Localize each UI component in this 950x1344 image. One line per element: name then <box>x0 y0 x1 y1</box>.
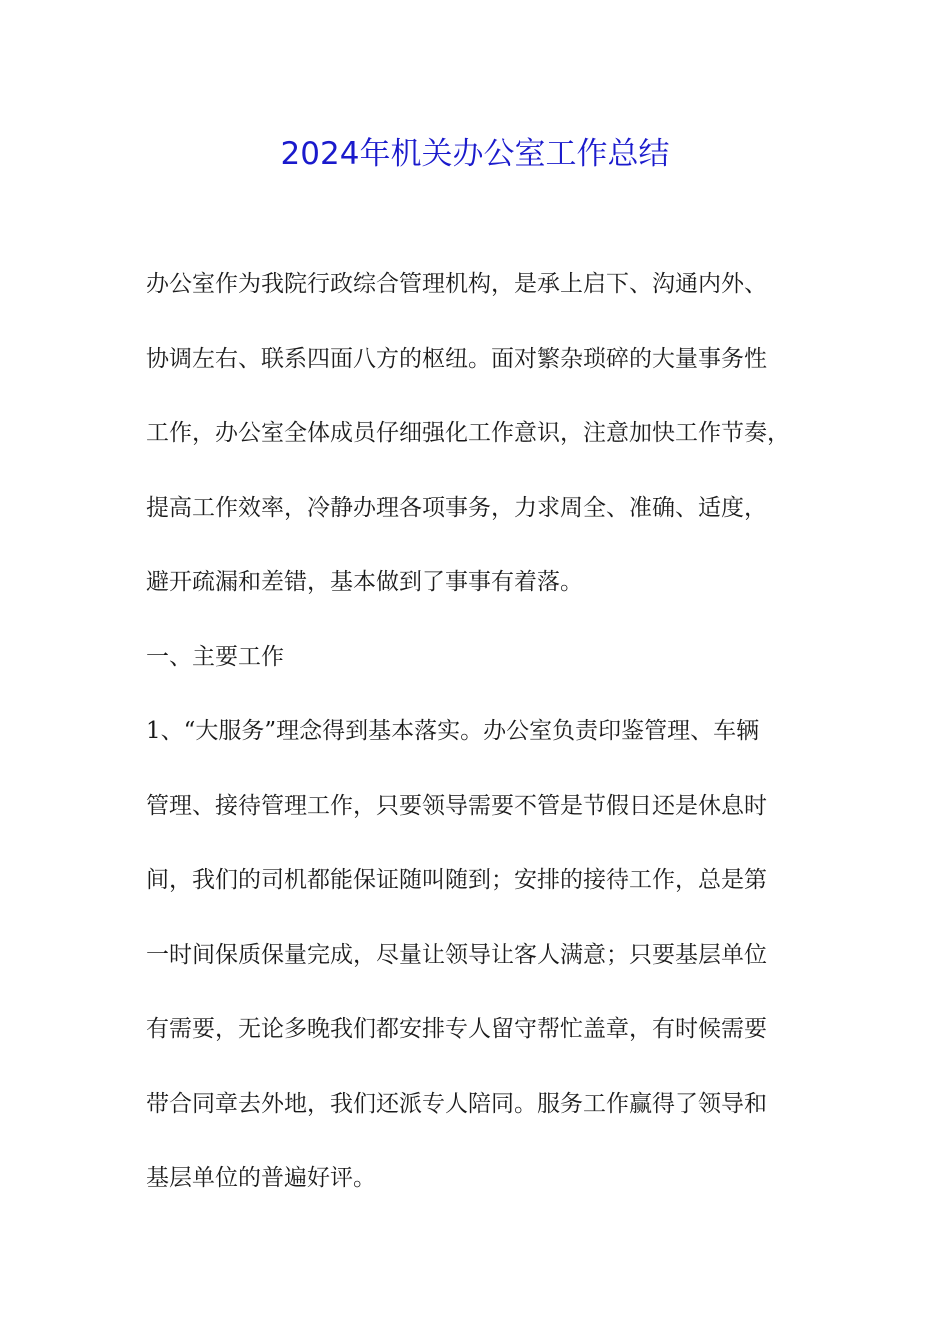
body-line: 间，我们的司机都能保证随叫随到；安排的接待工作，总是第 <box>146 867 767 893</box>
body-line: 基层单位的普遍好评。 <box>146 1165 376 1191</box>
body-line: 一时间保质保量完成，尽量让领导让客人满意；只要基层单位 <box>146 942 767 968</box>
body-line: 办公室作为我院行政综合管理机构，是承上启下、沟通内外、 <box>146 271 767 297</box>
body-line: 避开疏漏和差错，基本做到了事事有着落。 <box>146 569 583 595</box>
body-line: 1、“大服务”理念得到基本落实。办公室负责印鉴管理、车辆 <box>146 718 760 744</box>
body-line: 协调左右、联系四面八方的枢纽。面对繁杂琐碎的大量事务性 <box>146 346 767 372</box>
section-heading: 一、主要工作 <box>146 644 284 670</box>
body-line: 提高工作效率，冷静办理各项事务，力求周全、准确、适度， <box>146 495 767 521</box>
body-line: 带合同章去外地，我们还派专人陪同。服务工作赢得了领导和 <box>146 1091 767 1117</box>
body-line: 工作，办公室全体成员仔细强化工作意识，注意加快工作节奏， <box>146 420 790 446</box>
body-line: 管理、接待管理工作，只要领导需要不管是节假日还是休息时 <box>146 793 767 819</box>
body-line: 有需要，无论多晚我们都安排专人留守帮忙盖章，有时候需要 <box>146 1016 767 1042</box>
document-title: 2024年机关办公室工作总结 <box>280 136 670 172</box>
